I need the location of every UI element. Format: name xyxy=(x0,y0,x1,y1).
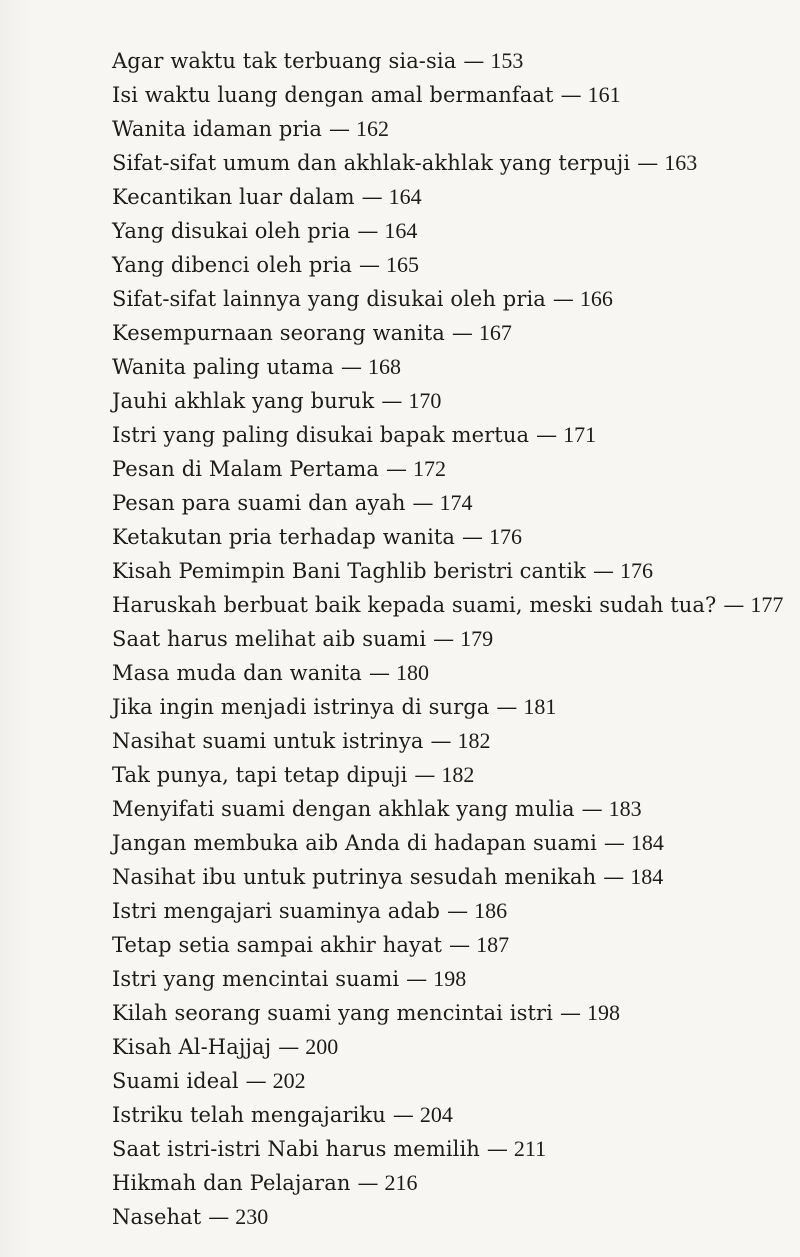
toc-entry-separator: — xyxy=(560,83,582,107)
toc-entry xyxy=(112,78,772,112)
toc-entry-separator: — xyxy=(329,117,350,141)
toc-entry-separator: — xyxy=(447,899,469,923)
toc-entry xyxy=(112,758,772,792)
toc-entry-separator: — xyxy=(208,1205,230,1229)
toc-entry-page-number: 183 xyxy=(608,796,642,821)
toc-entry-title: Yang dibenci oleh pria xyxy=(112,253,353,277)
toc-entry xyxy=(112,112,772,146)
toc-entry-page-number: 163 xyxy=(664,150,698,175)
toc-entry xyxy=(112,1200,772,1234)
toc-entry-page-number: 168 xyxy=(368,354,402,379)
toc-entry-separator: — xyxy=(359,253,381,277)
toc-entry xyxy=(112,44,772,78)
toc-entry xyxy=(112,520,772,554)
toc-entry-page-number: 162 xyxy=(356,116,389,141)
toc-entry-separator: — xyxy=(449,933,471,957)
toc-entry xyxy=(112,384,772,418)
toc-entry-page-number: 164 xyxy=(388,184,422,209)
toc-entry-separator: — xyxy=(278,1035,300,1059)
toc-entry-title: Kecantikan luar dalam xyxy=(112,185,355,209)
toc-entry-title: Kesempurnaan seorang wanita xyxy=(112,321,445,345)
toc-entry-page-number: 174 xyxy=(439,490,473,515)
toc-entry xyxy=(112,588,784,622)
toc-entry xyxy=(112,554,772,588)
toc-entry-title: Saat harus melihat aib suami xyxy=(112,627,427,651)
toc-entry-title: Haruskah berbuat baik kepada suami, meski sudah tua? xyxy=(112,593,717,617)
toc-entry-title: Istri yang paling disukai bapak mertua xyxy=(112,423,530,447)
toc-entry xyxy=(112,1098,772,1132)
toc-entry xyxy=(112,826,772,860)
toc-entry xyxy=(112,690,772,724)
toc-entry xyxy=(112,792,772,826)
toc-entry-title: Wanita idaman pria xyxy=(112,117,322,141)
toc-entry-title: Agar waktu tak terbuang sia-sia xyxy=(112,49,457,73)
toc-entry-title: Pesan di Malam Pertama xyxy=(112,457,380,481)
toc-entry-separator: — xyxy=(723,593,745,617)
toc-entry-page-number: 161 xyxy=(587,82,621,107)
toc-entry xyxy=(112,282,772,316)
toc-entry-separator: — xyxy=(430,729,452,753)
toc-entry-separator: — xyxy=(559,1001,581,1025)
toc-entry-title: Sifat-sifat umum dan akhlak-akhlak yang terpuji xyxy=(112,151,631,175)
toc-entry-separator: — xyxy=(536,423,558,447)
toc-entry-page-number: 177 xyxy=(750,592,784,617)
toc-entry-title: Jauhi akhlak yang buruk xyxy=(112,389,375,413)
toc-entry-page-number: 198 xyxy=(433,966,467,991)
toc-entry xyxy=(112,248,772,282)
toc-entry-page-number: 186 xyxy=(474,898,508,923)
toc-entry-page-number: 172 xyxy=(413,456,447,481)
toc-entry-page-number: 170 xyxy=(408,388,442,413)
toc-entry-separator: — xyxy=(496,695,518,719)
toc-entry-page-number: 167 xyxy=(478,320,512,345)
toc-entry xyxy=(112,894,772,928)
toc-entry-title: Sifat-sifat lainnya yang disukai oleh pria xyxy=(112,287,546,311)
toc-entry xyxy=(112,486,772,520)
toc-entry-separator: — xyxy=(414,763,436,787)
toc-entry-title: Isi waktu luang dengan amal bermanfaat xyxy=(112,83,554,107)
toc-entry-separator: — xyxy=(357,1171,379,1195)
toc-entry-title: Kisah Pemimpin Bani Taghlib beristri cantik xyxy=(112,559,586,583)
toc-entry-separator: — xyxy=(245,1069,267,1093)
toc-entry-title: Hikmah dan Pelajaran xyxy=(112,1171,351,1195)
toc-entry-page-number: 182 xyxy=(441,762,475,787)
toc-entry xyxy=(112,724,772,758)
toc-entry-title: Nasihat ibu untuk putrinya sesudah menikah xyxy=(112,865,597,889)
toc-entry-separator: — xyxy=(637,151,659,175)
toc-entry xyxy=(112,1064,772,1098)
toc-entry-separator: — xyxy=(361,185,383,209)
toc-entry xyxy=(112,1166,772,1200)
toc-entry-page-number: 153 xyxy=(490,48,524,73)
toc-entry-title: Kisah Al-Hajjaj xyxy=(112,1035,272,1059)
toc-entry-title: Jangan membuka aib Anda di hadapan suami xyxy=(112,831,597,855)
toc-entry-separator: — xyxy=(592,559,614,583)
toc-entry-title: Suami ideal xyxy=(112,1069,239,1093)
toc-entry-title: Nasehat xyxy=(112,1205,202,1229)
toc-entry-page-number: 230 xyxy=(235,1204,269,1229)
toc-entry-title: Istri mengajari suaminya adab xyxy=(112,899,441,923)
toc-entry xyxy=(112,928,772,962)
toc-entry xyxy=(112,350,772,384)
toc-entry-separator: — xyxy=(463,49,485,73)
toc-entry xyxy=(112,214,772,248)
toc-entry xyxy=(112,1132,772,1166)
toc-entry-title: Kilah seorang suami yang mencintai istri xyxy=(112,1001,553,1025)
toc-entry-title: Istriku telah mengajariku xyxy=(112,1103,386,1127)
toc-entry-separator: — xyxy=(552,287,574,311)
toc-entry-title: Nasihat suami untuk istrinya xyxy=(112,729,424,753)
toc-entry-title: Ketakutan pria terhadap wanita xyxy=(112,525,456,549)
toc-entry xyxy=(112,996,772,1030)
table-of-contents xyxy=(112,44,784,1234)
toc-entry-separator: — xyxy=(486,1137,508,1161)
toc-entry-separator: — xyxy=(603,865,625,889)
toc-entry-separator: — xyxy=(433,627,455,651)
toc-entry-separator: — xyxy=(357,219,379,243)
toc-entry-separator: — xyxy=(603,831,625,855)
toc-entry xyxy=(112,418,772,452)
toc-entry-separator: — xyxy=(341,355,363,379)
toc-entry-page-number: 204 xyxy=(419,1102,453,1127)
toc-entry-separator: — xyxy=(381,389,403,413)
toc-entry-page-number: 164 xyxy=(384,218,418,243)
toc-entry-page-number: 184 xyxy=(630,830,664,855)
toc-entry xyxy=(112,656,772,690)
toc-entry-title: Tak punya, tapi tetap dipuji xyxy=(112,763,408,787)
toc-entry xyxy=(112,860,772,894)
toc-entry-separator: — xyxy=(406,967,428,991)
toc-entry-title: Yang disukai oleh pria xyxy=(112,219,351,243)
toc-entry-page-number: 200 xyxy=(305,1034,339,1059)
toc-entry-separator: — xyxy=(392,1103,414,1127)
toc-entry-page-number: 216 xyxy=(384,1170,418,1195)
toc-entry-page-number: 165 xyxy=(386,252,420,277)
toc-entry-page-number: 179 xyxy=(460,626,494,651)
toc-entry-page-number: 176 xyxy=(489,524,523,549)
toc-entry-title: Istri yang mencintai suami xyxy=(112,967,400,991)
toc-entry-title: Saat istri-istri Nabi harus memilih xyxy=(112,1137,480,1161)
toc-entry-separator: — xyxy=(581,797,603,821)
toc-entry-title: Menyifati suami dengan akhlak yang mulia xyxy=(112,797,575,821)
toc-entry-page-number: 182 xyxy=(457,728,491,753)
toc-entry-title: Pesan para suami dan ayah xyxy=(112,491,406,515)
toc-entry-separator: — xyxy=(368,661,390,685)
toc-entry-title: Tetap setia sampai akhir hayat xyxy=(112,933,443,957)
toc-entry-page-number: 198 xyxy=(586,1000,620,1025)
toc-entry xyxy=(112,180,772,214)
toc-entry-page-number: 202 xyxy=(272,1068,306,1093)
toc-entry-page-number: 176 xyxy=(619,558,653,583)
toc-entry-title: Masa muda dan wanita xyxy=(112,661,362,685)
toc-entry xyxy=(112,452,772,486)
toc-entry xyxy=(112,316,772,350)
toc-entry-title: Wanita paling utama xyxy=(112,355,335,379)
toc-entry-page-number: 166 xyxy=(579,286,613,311)
toc-entry xyxy=(112,146,772,180)
toc-entry xyxy=(112,1030,772,1064)
toc-entry xyxy=(112,962,772,996)
toc-entry-separator: — xyxy=(462,525,484,549)
toc-entry-page-number: 184 xyxy=(630,864,664,889)
toc-entry-separator: — xyxy=(412,491,434,515)
toc-entry-page-number: 181 xyxy=(523,694,557,719)
toc-entry-page-number: 187 xyxy=(476,932,510,957)
toc-entry-page-number: 180 xyxy=(395,660,429,685)
toc-entry-title: Jika ingin menjadi istrinya di surga xyxy=(112,695,490,719)
toc-entry-separator: — xyxy=(451,321,473,345)
toc-entry-page-number: 211 xyxy=(513,1136,547,1161)
toc-entry-page-number: 171 xyxy=(563,422,597,447)
page-shadow xyxy=(0,0,30,1257)
toc-entry xyxy=(112,622,772,656)
toc-entry-separator: — xyxy=(386,457,408,481)
